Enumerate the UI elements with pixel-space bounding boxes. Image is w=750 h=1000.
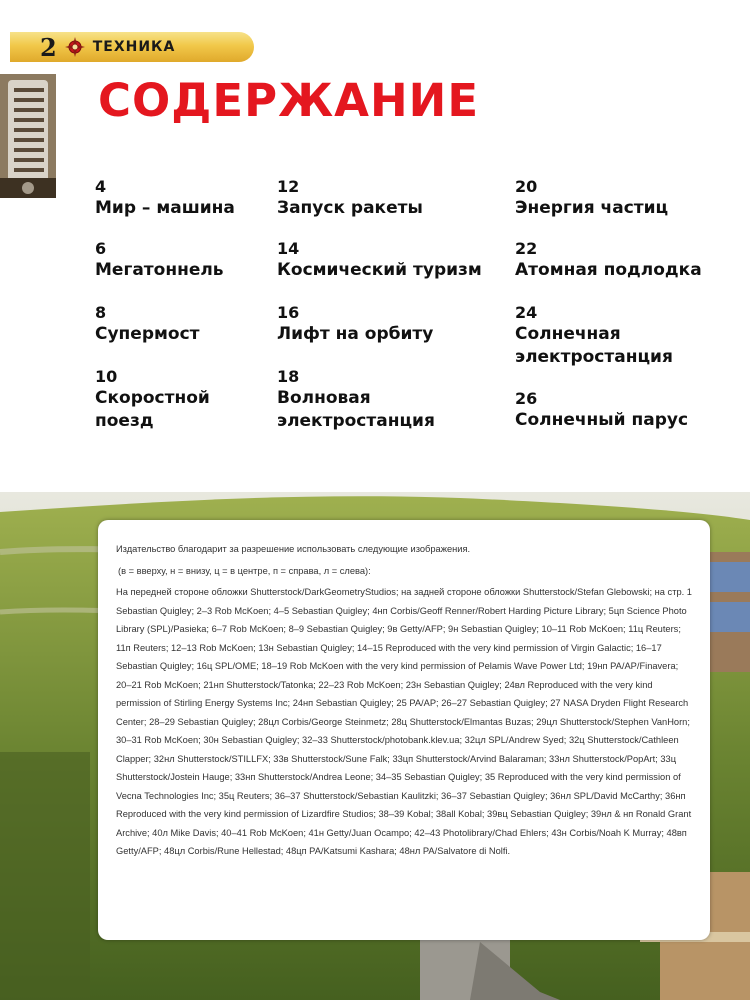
toc-item[interactable] bbox=[515, 388, 688, 432]
compass-rose-icon bbox=[65, 37, 85, 57]
toc-page-number: 24 bbox=[515, 303, 538, 322]
toc-item[interactable] bbox=[515, 302, 673, 369]
toc-page-number: 18 bbox=[277, 367, 300, 386]
toc-item[interactable] bbox=[515, 176, 668, 220]
credits-intro: Издательство благодарит за разрешение использовать следующие изображения. bbox=[116, 544, 471, 554]
toc-page-number: 10 bbox=[95, 367, 118, 386]
machine-illustration bbox=[0, 74, 56, 198]
toc-item[interactable] bbox=[277, 366, 435, 433]
toc-title: Солнечный парус bbox=[515, 410, 689, 430]
toc-title: Волновая электростанция bbox=[277, 388, 435, 431]
toc-title: Лифт на орбиту bbox=[277, 324, 434, 344]
toc-page-number: 12 bbox=[277, 177, 300, 196]
credits-body: На передней стороне обложки Shutterstock/DarkGeometryStudios; на задней стороне обложки Shutterstock/Stefan Glebowski; на стр. 1 Sebastian Quigley; 2–3 Rob McKoen; 4–5 Sebastian Quigley; 4нп Corbis/Geoff Renner/Robert Harding Picture Library; 5цп Science Photo Library (SPL)/Pasieka; 6–7 Rob McKoen; 8–9 Sebastian Quigley; 9в Getty/AFP; 9н Sebastian Quigley; 10–11 Rob McKoen; 11ц Reuters; 11п Reuters; 12–13 Rob McKoen; 13н Sebastian Quigley; 14–15 Reproduced with the very kind permission of Virgin Galactic; 16–17 Sebastian Quigley; 16ц SPL/OME; 18–19 Rob McKoen with the very kind permission of Pelamis Wave Power Ltd; 19нп PA/AP/Finavera; 20–21 Rob McKoen; 21нп Shutterstock/Tatonka; 22–23 Rob McKoen; 23н Sebastian Quigley; 24вл Reproduced with the very kind permission of Stirling Energy Systems Inc; 24нп Sebastian Quigley; 25 PA/AP; 26–27 Sebastian Quigley; 27 NASA Dryden Flight Research Center; 28–29 Sebastian Quigley; 28цл Corbis/George Steinmetz; 28ц Shutterstock/Elmantas Buzas; 29цл Shutterstock/Stephen VanHorn; 30–31 Rob McKoen; 30н Sebastian Quigley; 32–33 Shutterstock/photobank.klev.ua; 32цл SPL/Andrew Syed; 32ц Shutterstock/Cathleen Clapper; 32нл Shutterstock/STILLFX; 33в Shutterstock/Sune Falk; 33цп Shutterstock/Arvind Balaraman; 33нл Shutterstock/PopArt; 33ц Shutterstock/Jostein Hauge; 33нп Shutterstock/Andrea Leone; 34–35 Sebastian Quigley; 35 Reproduced with the very kind permission of Vecna Technologies Inc; 35ц Reuters; 36–37 Shutterstock/Sebastian Kaulitzki; 36–37 Sebastian Quigley; 36нл SPL/David McCarthy; 36нп Reproduced with the very kind permission of Lizardfire Studios; 38–39 Kobal; 38all Kobal; 39вц Sebastian Quigley; 39нл & нп Ronald Grant Archive; 40л Mike Davis; 40–41 Rob McKoen; 41н Getty/Juan Ocampo; 42–43 Photolibrary/Chad Ehlers; 43н Corbis/Noah K Murray; 48вп Getty/AFP; 48цл Corbis/Rune Hellestad; 48цп PA/Katsumi Kashara; 48нл PA/Salvatore di Nolfi. bbox=[116, 587, 692, 856]
toc-title: Скоростной поезд bbox=[95, 388, 210, 431]
toc-page-number: 16 bbox=[277, 303, 300, 322]
toc-title: Запуск ракеты bbox=[277, 198, 423, 218]
toc-item[interactable] bbox=[515, 238, 702, 282]
toc-title: Атомная подлодка bbox=[515, 260, 702, 280]
toc-item[interactable] bbox=[95, 238, 224, 282]
credits-legend: (в = вверху, н = внизу, ц = в центре, п = справа, л = слева): bbox=[118, 565, 371, 576]
section-name: ТЕХНИКА bbox=[92, 39, 176, 55]
toc-item[interactable] bbox=[277, 176, 423, 220]
toc-page-number: 20 bbox=[515, 177, 538, 196]
toc-item[interactable] bbox=[277, 302, 433, 346]
section-header-tab bbox=[10, 32, 254, 62]
toc-page-number: 22 bbox=[515, 239, 538, 258]
toc-title: Солнечная электростанция bbox=[515, 324, 673, 367]
toc-item[interactable] bbox=[277, 238, 482, 282]
toc-page-number: 26 bbox=[515, 389, 538, 408]
toc-title: Мегатоннель bbox=[95, 260, 224, 280]
toc-item[interactable] bbox=[95, 302, 200, 346]
toc-title: Энергия частиц bbox=[515, 198, 669, 218]
toc-page-number: 6 bbox=[95, 239, 107, 258]
toc-title: Супермост bbox=[95, 324, 200, 344]
toc-page-number: 4 bbox=[95, 177, 107, 196]
toc-item[interactable] bbox=[95, 176, 235, 220]
toc-page-number: 8 bbox=[95, 303, 107, 322]
page-number: 2 bbox=[40, 32, 57, 62]
toc-page-number: 14 bbox=[277, 239, 300, 258]
toc-title: Космический туризм bbox=[277, 260, 482, 280]
toc-title: Мир – машина bbox=[95, 198, 235, 218]
page-title: СОДЕРЖАНИЕ bbox=[98, 74, 480, 127]
toc-item[interactable] bbox=[95, 366, 210, 433]
image-credits-box bbox=[98, 520, 710, 940]
